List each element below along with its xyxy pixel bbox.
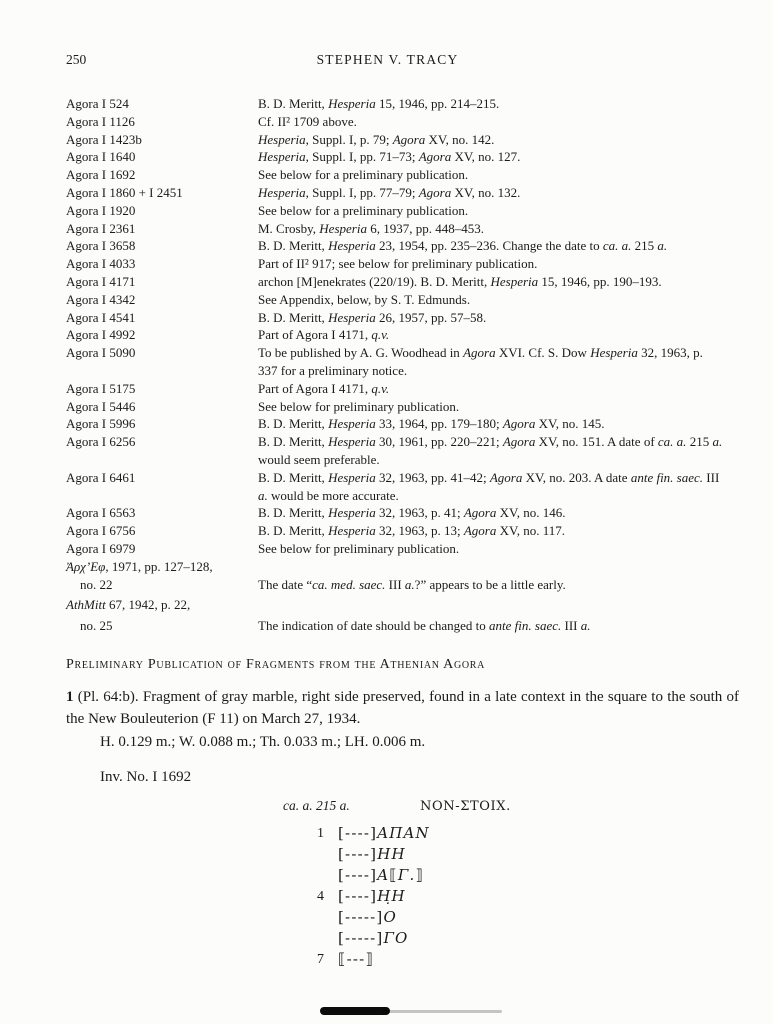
inscription-line-number: [66, 844, 324, 865]
reference-label: Agora I 4541: [66, 309, 136, 325]
reference-row: [66, 255, 739, 273]
date-label: ca. a. 215 a.: [283, 797, 350, 813]
inscription-line-text: [----]Η̣Η: [338, 886, 406, 905]
reference-text: Hesperia, Suppl. I, pp. 71–73; Agora XV, no. 127.: [258, 149, 521, 165]
reference-row: [66, 433, 739, 469]
reference-label: Agora I 6756: [66, 523, 136, 539]
reference-text: Part of Agora I 4171, q.v.: [258, 380, 390, 396]
reference-text: archon [M]enekrates (220/19). B. D. Meritt, Hesperia 15, 1946, pp. 190–193.: [258, 273, 662, 289]
reference-label: Agora I 5996: [66, 416, 136, 432]
reference-row: [66, 95, 739, 113]
reference-label: Agora I 1692: [66, 167, 136, 183]
reference-label: Agora I 5175: [66, 380, 136, 396]
reference-row: [66, 380, 739, 398]
reference-row: [66, 617, 739, 635]
reference-row: [66, 148, 739, 166]
reference-text: The indication of date should be changed to ante fin. saec. III a.: [258, 618, 591, 634]
inscription-line: [66, 844, 739, 865]
inscription-line-number: 7: [317, 951, 324, 967]
reference-row: [66, 415, 739, 433]
reference-label: Agora I 4171: [66, 273, 136, 289]
entry-paragraph: 1 (Pl. 64:b). Fragment of gray marble, right side preserved, found in a late context in the square to the south of the New Bouleuterion (F 11) on March 27, 1934.: [66, 688, 739, 728]
reference-label: Agora I 4342: [66, 291, 136, 307]
reference-label: Agora I 6461: [66, 469, 136, 485]
reference-label: Agora I 1126: [66, 113, 135, 129]
inscription-line: [66, 865, 739, 886]
reference-text: Hesperia, Suppl. I, p. 79; Agora XV, no. 142.: [258, 131, 495, 147]
reference-row: [66, 166, 739, 184]
inscription-lines: [66, 823, 739, 970]
reference-label: Agora I 4992: [66, 327, 136, 343]
inscription-line: [66, 949, 739, 970]
inscription-line: [66, 928, 739, 949]
reference-label: Agora I 1640: [66, 149, 136, 165]
reference-row: [66, 326, 739, 344]
inventory-number: Inv. No. I 1692: [100, 769, 192, 786]
reference-text: B. D. Meritt, Hesperia 23, 1954, pp. 235–236. Change the date to ca. a. 215 a.: [258, 238, 668, 254]
reference-text: The date “ca. med. saec. III a.?” appears to be a little early.: [258, 576, 566, 592]
reference-row: [66, 202, 739, 220]
reference-label: Agora I 524: [66, 96, 129, 111]
reference-text: Part of II² 917; see below for preliminary publication.: [258, 256, 538, 272]
reference-row: [66, 504, 739, 522]
reference-row: [66, 220, 739, 238]
inscription-line-text: [-----]ΓΟ: [338, 928, 409, 947]
reference-row: [66, 113, 739, 131]
inscription-line-number: 4: [317, 888, 324, 904]
reference-label: no. 25: [80, 618, 113, 634]
reference-text: Hesperia, Suppl. I, pp. 77–79; Agora XV, no. 132.: [258, 184, 521, 200]
reference-text: [258, 558, 739, 576]
reference-row: [66, 469, 739, 505]
reference-label: Agora I 5090: [66, 345, 136, 361]
reference-text: See below for preliminary publication.: [258, 398, 460, 414]
reference-label: Agora I 6256: [66, 434, 136, 450]
reference-label: Agora I 6563: [66, 505, 136, 521]
reference-row: [66, 558, 739, 576]
inscription-line-number: [66, 907, 324, 928]
reference-label: AthMitt 67, 1942, p. 22,: [66, 597, 191, 613]
inscription-line: [66, 886, 739, 907]
reference-row: [66, 522, 739, 540]
reference-row: [66, 131, 739, 149]
reference-text: See Appendix, below, by S. T. Edmunds.: [258, 291, 471, 307]
reference-text: Part of Agora I 4171, q.v.: [258, 327, 390, 343]
reference-label: Agora I 6979: [66, 540, 136, 556]
reference-list: [66, 95, 739, 635]
reference-text: B. D. Meritt, Hesperia 32, 1963, pp. 41–42; Agora XV, no. 203. A date ante fin. saec. III a. would be more accurate.: [258, 469, 720, 503]
reference-row: [66, 344, 739, 380]
scan-artifact: [320, 1007, 390, 1015]
inscription-line: [66, 907, 739, 928]
inscription-line: [66, 823, 739, 844]
reference-label: Agora I 1920: [66, 202, 136, 218]
reference-row: [66, 237, 739, 255]
reference-text: To be published by A. G. Woodhead in Agora XVI. Cf. S. Dow Hesperia 32, 1963, p. 337 for a preliminary notice.: [258, 345, 703, 378]
reference-label: Agora I 3658: [66, 238, 136, 254]
reference-label: Agora I 4033: [66, 256, 136, 272]
reference-label: Agora I 5446: [66, 398, 136, 414]
inscription-line-text: [-----]Ο: [338, 907, 397, 926]
reference-text: B. D. Meritt, Hesperia 32, 1963, p. 13; Agora XV, no. 117.: [258, 523, 565, 539]
reference-text: See below for a preliminary publication.: [258, 202, 469, 218]
reference-text: See below for a preliminary publication.: [258, 167, 469, 183]
reference-row: [66, 273, 739, 291]
reference-row: [66, 540, 739, 558]
measurements-line: H. 0.129 m.; W. 0.088 m.; Th. 0.033 m.; LH. 0.006 m.: [100, 733, 426, 750]
reference-text: B. D. Meritt, Hesperia 32, 1963, p. 41; Agora XV, no. 146.: [258, 505, 566, 521]
reference-row: [66, 291, 739, 309]
reference-label: Agora I 1860 + I 2451: [66, 184, 183, 200]
reference-label: no. 22: [80, 576, 113, 592]
reference-row: [66, 309, 739, 327]
inscription-line-number: 1: [317, 825, 324, 841]
reference-row: [66, 576, 739, 594]
running-title: STEPHEN V. TRACY: [316, 52, 459, 67]
stoichedon-label: ΝΟΝ-ΣΤΟΙΧ.: [420, 798, 511, 814]
inscription-line-text: [----]ΗΗ: [338, 844, 406, 863]
reference-row: [66, 398, 739, 416]
reference-text: See below for preliminary publication.: [258, 540, 460, 556]
inscription-line-text: [----]ΑΠΑΝ: [338, 823, 430, 842]
inscription-line-number: [66, 865, 324, 886]
reference-text: B. D. Meritt, Hesperia 30, 1961, pp. 220–221; Agora XV, no. 151. A date of ca. a. 215 a. would seem preferable.: [258, 434, 723, 467]
inscription-line-text: ⟦---⟧: [338, 949, 375, 968]
page-number: 250: [66, 52, 87, 67]
reference-label: Agora I 1423b: [66, 131, 142, 147]
reference-row: [66, 184, 739, 202]
inscription-header: [283, 798, 739, 814]
reference-text: [258, 596, 739, 614]
reference-text: M. Crosby, Hesperia 6, 1937, pp. 448–453.: [258, 220, 484, 236]
reference-label: Ἀρχ’Εφ, 1971, pp. 127–128,: [66, 558, 213, 574]
reference-text: B. D. Meritt, Hesperia 33, 1964, pp. 179–180; Agora XV, no. 145.: [258, 416, 605, 432]
section-heading: Preliminary Publication of Fragments from the Athenian Agora: [66, 656, 486, 672]
reference-row: [66, 596, 739, 614]
reference-text: B. D. Meritt, Hesperia 15, 1946, pp. 214–215.: [258, 96, 500, 111]
inscription-line-number: [66, 928, 324, 949]
running-head: [66, 52, 739, 69]
inscription-line-text: [----]Α⟦Γ.⟧: [338, 865, 425, 884]
reference-label: Agora I 2361: [66, 220, 136, 236]
reference-text: Cf. II² 1709 above.: [258, 113, 357, 129]
reference-text: B. D. Meritt, Hesperia 26, 1957, pp. 57–58.: [258, 309, 487, 325]
